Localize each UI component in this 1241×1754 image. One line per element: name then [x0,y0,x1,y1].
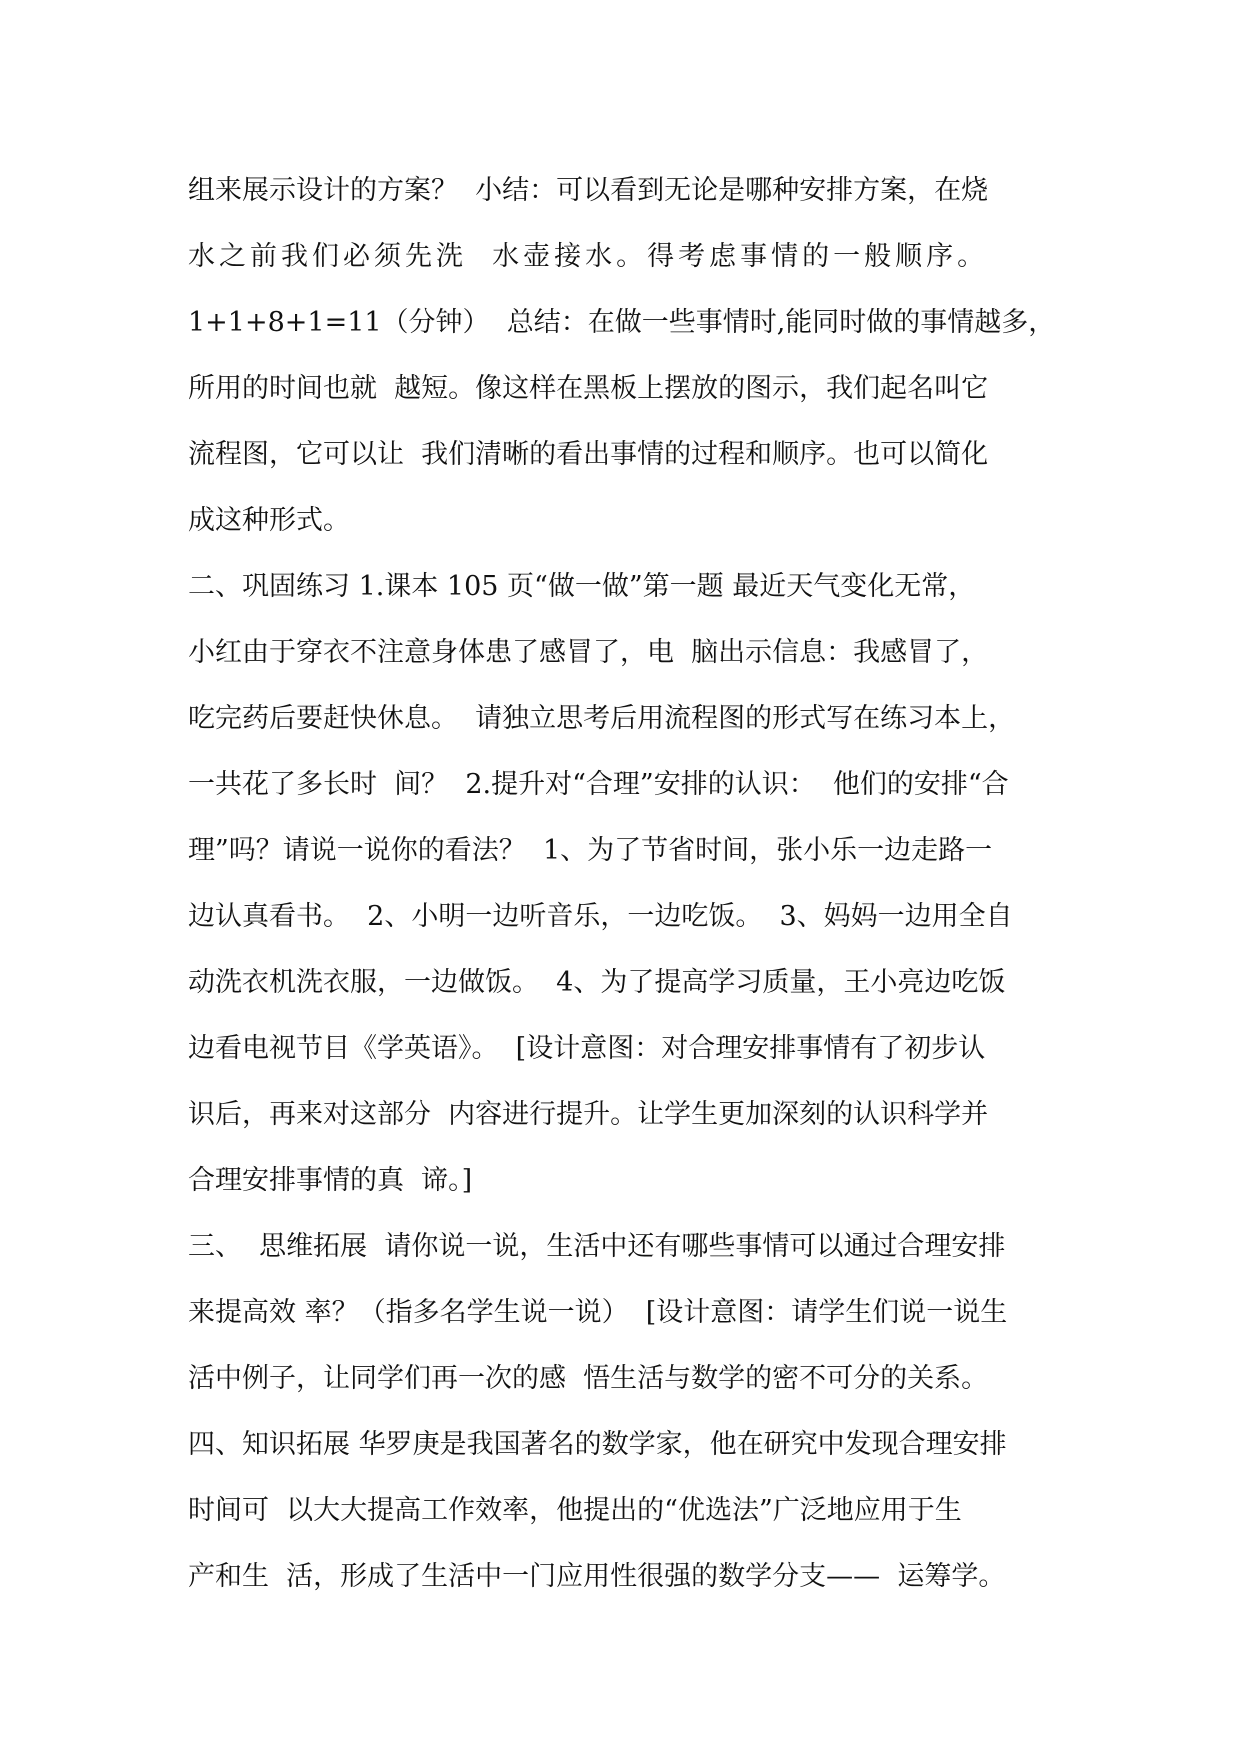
text-line-14: 边看电视节目《学英语》。 [设计意图：对合理安排事情有了初步认 [188,1033,986,1064]
document-body [188,158,1058,1610]
text-line-10: 一共花了多长时 间？ 2.提升对“合理”安排的认识： 他们的安排“合 [188,769,1009,800]
text-line-1: 组来展示设计的方案？ 小结：可以看到无论是哪种安排方案，在烧 [188,175,989,206]
text-line-11: 理”吗？请说一说你的看法？ 1、为了节省时间，张小乐一边走路一 [188,835,993,866]
text-line-6: 成这种形式。 [188,505,350,536]
text-line-3: 1+1+8+1=11（分钟） 总结：在做一些事情时,能同时做的事情越多， [188,307,1056,338]
text-line-13: 动洗衣机洗衣服，一边做饭。 4、为了提高学习质量，王小亮边吃饭 [188,967,1006,998]
text-line-15: 识后，再来对这部分 内容进行提升。让学生更加深刻的认识科学并 [188,1099,989,1130]
text-line-12: 边认真看书。 2、小明一边听音乐，一边吃饭。 3、妈妈一边用全自 [188,901,1013,932]
text-line-4: 所用的时间也就 越短。像这样在黑板上摆放的图示，我们起名叫它 [188,373,989,404]
text-line-5: 流程图，它可以让 我们清晰的看出事情的过程和顺序。也可以简化 [188,439,989,470]
text-line-7: 二、巩固练习 1.课本 105 页“做一做”第一题 最近天气变化无常， [188,571,976,602]
text-line-20: 四、知识拓展 华罗庚是我国著名的数学家，他在研究中发现合理安排 [188,1429,1007,1460]
text-line-19: 活中例子，让同学们再一次的感 悟生活与数学的密不可分的关系。 [188,1363,989,1394]
text-line-22: 产和生 活，形成了生活中一门应用性很强的数学分支—— 运筹学。 [188,1561,1006,1592]
text-line-8: 小红由于穿衣不注意身体患了感冒了，电 脑出示信息：我感冒了， [188,637,989,668]
text-line-9: 吃完药后要赶快休息。 请独立思考后用流程图的形式写在练习本上， [188,703,1016,734]
text-line-2: 水之前我们必须先洗 水壶接水。得考虑事情的一般顺序。 [188,241,989,272]
text-line-17: 三、 思维拓展 请你说一说，生活中还有哪些事情可以通过合理安排 [188,1231,1006,1262]
text-line-18: 来提高效 率？（指多名学生说一说） [设计意图：请学生们说一说生 [188,1297,1008,1328]
text-line-16: 合理安排事情的真 谛。] [188,1165,473,1196]
text-line-21: 时间可 以大大提高工作效率，他提出的“优选法”广泛地应用于生 [188,1495,962,1526]
